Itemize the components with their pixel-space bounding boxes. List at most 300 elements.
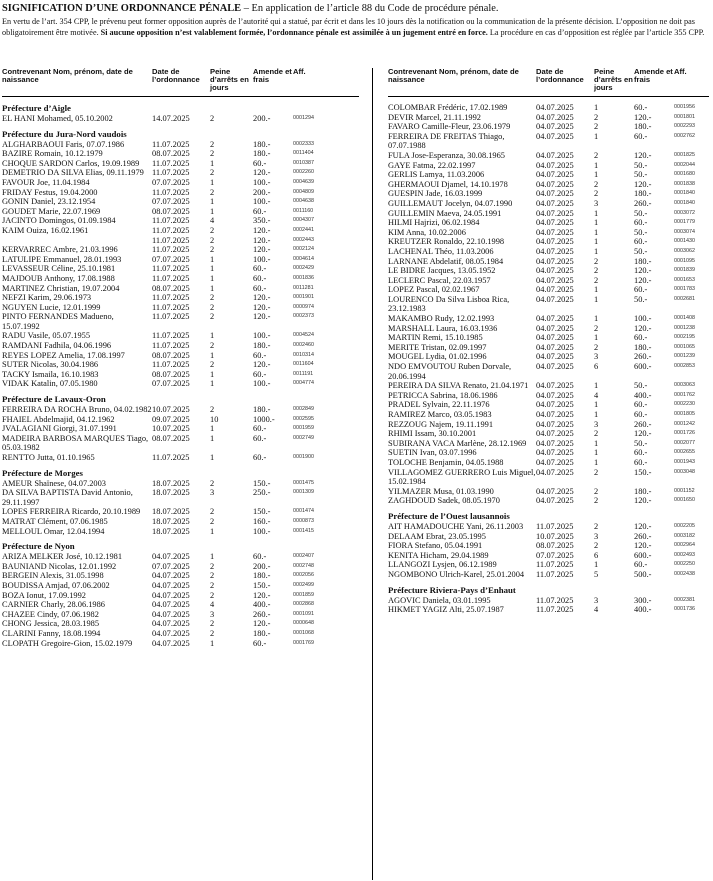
cell-amende: 260.- (634, 419, 652, 429)
table-row (2, 236, 359, 246)
cell-amende: 180.- (253, 628, 271, 638)
cell-amende: 60.- (253, 273, 267, 283)
cell-amende: 400.- (253, 600, 271, 610)
cell-amende: 180.- (634, 256, 652, 266)
cell-amende: 180.- (634, 486, 652, 496)
cell-aff: 0002333 (293, 140, 314, 147)
cell-peine: 2 (594, 150, 599, 160)
cell-date: 07.07.2025 (536, 550, 574, 560)
table-row (388, 209, 709, 219)
cell-aff: 0001680 (674, 171, 695, 178)
cell-amende: 60.- (634, 333, 648, 343)
cell-date: 04.07.2025 (536, 390, 574, 400)
cell-name: FIORA Stefano, 05.04.1991 (388, 541, 483, 551)
table-row (2, 379, 359, 389)
cell-name: BAZIRE Romain, 10.12.1979 (2, 149, 103, 159)
cell-aff: 0002853 (674, 363, 695, 370)
header-name: Contrevenant Nom, prénom, date de naissance (2, 67, 133, 85)
cell-aff: 0001840 (674, 199, 695, 206)
table-row (2, 629, 359, 639)
right-column (388, 68, 709, 615)
table-row (388, 551, 709, 561)
cell-amende: 60.- (634, 560, 648, 570)
cell-name: MARSHALL Laura, 16.03.1936 (388, 323, 498, 333)
cell-peine: 1 (210, 177, 215, 187)
cell-date: 04.07.2025 (536, 467, 574, 477)
cell-date: 04.07.2025 (536, 419, 574, 429)
cell-name: PEREIRA DA SILVA Renato, 21.04.1971 (388, 381, 529, 391)
table-row (2, 274, 359, 284)
table-row (2, 424, 359, 434)
cell-peine: 1 (210, 264, 215, 274)
table-row (388, 458, 709, 468)
cell-aff: 0002250 (674, 561, 695, 568)
cell-peine: 2 (594, 179, 599, 189)
cell-peine: 2 (210, 590, 215, 600)
cell-peine: 1 (594, 400, 599, 410)
intro-end: La procédure en cas d’opposition est réglée par l’article 355 CPP. (487, 27, 705, 37)
cell-aff: 0002438 (674, 570, 695, 577)
cell-name: REZZOUG Najem, 19.11.1991 (388, 419, 494, 429)
cell-name: RHIMI Issam, 30.10.2001 (388, 429, 477, 439)
cell-date: 04.07.2025 (536, 448, 574, 458)
cell-date: 04.07.2025 (536, 237, 574, 247)
cell-aff: 0010387 (293, 159, 314, 166)
cell-name: FRIDAY Festus, 19.04.2000 (2, 187, 98, 197)
cell-aff: 0001474 (293, 508, 314, 515)
cell-amende: 150.- (253, 507, 271, 517)
cell-amende: 120.- (634, 496, 652, 506)
table-row (388, 468, 709, 487)
notice-title: SIGNIFICATION D’UNE ORDONNANCE PÉNALE (2, 3, 242, 14)
table-row (2, 255, 359, 265)
cell-name: KAIM Ouiza, 16.02.1961 (2, 225, 89, 235)
cell-amende: 60.- (253, 552, 267, 562)
cell-aff: 0001294 (293, 115, 314, 121)
cell-aff: 0002655 (674, 449, 695, 456)
cell-amende: 60.- (634, 448, 648, 458)
cell-aff: 0010314 (293, 351, 314, 358)
table-row (2, 619, 359, 629)
cell-peine: 2 (594, 486, 599, 496)
cell-amende: 100.- (634, 314, 652, 324)
cell-aff: 0011404 (293, 150, 314, 157)
cell-date: 04.07.2025 (536, 457, 574, 467)
table-row (2, 453, 359, 463)
cell-date: 11.07.2025 (152, 158, 190, 168)
cell-date: 04.07.2025 (152, 619, 190, 629)
column-divider (372, 68, 373, 880)
cell-amende: 400.- (634, 390, 652, 400)
cell-name: SUBIRANA VACA Marlène, 28.12.1969 (388, 438, 527, 448)
cell-aff: 0003063 (674, 382, 695, 389)
table-row (388, 420, 709, 430)
cell-aff: 0001839 (674, 267, 695, 274)
cell-aff: 0002230 (674, 401, 695, 408)
table-row (388, 324, 709, 334)
cell-date: 07.07.2025 (152, 379, 190, 389)
table-row (388, 257, 709, 267)
cell-aff: 0001309 (293, 489, 314, 496)
cell-name: CHONG Jessica, 28.03.1985 (2, 619, 100, 629)
cell-peine: 1 (594, 560, 599, 570)
cell-amende: 50.- (634, 294, 648, 304)
cell-aff: 0001415 (293, 527, 314, 534)
table-row (388, 276, 709, 286)
table-row (2, 351, 359, 361)
cell-date: 04.07.2025 (152, 552, 190, 562)
cell-peine: 2 (210, 580, 215, 590)
cell-date: 11.07.2025 (152, 273, 190, 283)
cell-aff: 0002443 (293, 236, 314, 243)
cell-peine: 3 (594, 595, 599, 605)
table-row (2, 571, 359, 581)
cell-peine: 3 (594, 531, 599, 541)
cell-name: CHOQUE SARDON Carlos, 19.09.1989 (2, 158, 140, 168)
cell-amende: 50.- (634, 227, 648, 237)
table-row (388, 487, 709, 497)
cell-date: 04.07.2025 (536, 112, 574, 122)
cell-peine: 1 (210, 331, 215, 341)
cell-peine: 2 (210, 341, 215, 351)
cell-amende: 60.- (634, 410, 648, 419)
cell-amende: 120.- (253, 245, 271, 255)
cell-amende: 150.- (253, 478, 271, 488)
cell-name: GAYE Fatma, 22.02.1997 (388, 160, 476, 170)
cell-amende: 60.- (634, 400, 648, 410)
cell-date: 07.07.2025 (152, 197, 190, 207)
cell-date: 08.07.2025 (152, 149, 190, 159)
cell-aff: 0000648 (293, 620, 314, 627)
header-date: Date de l’ordonnance (152, 67, 200, 85)
cell-date: 11.07.2025 (152, 245, 190, 255)
cell-date: 08.07.2025 (536, 541, 574, 551)
table-row (388, 180, 709, 190)
cell-peine: 1 (210, 552, 215, 562)
cell-peine: 1 (594, 333, 599, 343)
header-peine: Peine d’arrêts en jours (210, 67, 249, 93)
cell-date: 04.07.2025 (536, 323, 574, 333)
table-row (388, 532, 709, 542)
cell-amende: 150.- (634, 467, 652, 477)
cell-aff: 0004307 (293, 217, 314, 224)
table-row (2, 303, 359, 313)
cell-date: 11.07.2025 (536, 560, 574, 570)
cell-name: BAUNIAND Nicolas, 12.01.1992 (2, 561, 117, 571)
cell-name: MERITE Tristan, 02.09.1997 (388, 342, 487, 352)
table-row (2, 552, 359, 562)
cell-amende: 120.- (634, 150, 652, 160)
cell-name: PINTO FERNANDES Madueno, 15.07.1992 (2, 312, 114, 331)
cell-amende: 120.- (634, 323, 652, 333)
cell-peine: 4 (594, 605, 599, 615)
cell-peine: 1 (594, 218, 599, 228)
cell-aff: 0002124 (293, 246, 314, 253)
cell-amende: 180.- (253, 405, 271, 415)
cell-date: 04.07.2025 (152, 600, 190, 610)
cell-name: LE BIDRE Jacques, 13.05.1952 (388, 266, 496, 276)
table-row (388, 381, 709, 391)
cell-amende: 200.- (253, 187, 271, 197)
cell-name: EL HANI Mohamed, 05.10.2002 (2, 114, 113, 123)
cell-date: 04.07.2025 (536, 122, 574, 132)
cell-date: 04.07.2025 (536, 400, 574, 410)
cell-peine: 4 (210, 600, 215, 610)
table-row (388, 103, 709, 113)
cell-peine: 2 (210, 478, 215, 488)
cell-name: CLARINI Fanny, 18.08.1994 (2, 628, 101, 638)
cell-aff: 0002762 (674, 132, 695, 139)
table-row (2, 226, 359, 236)
table-row (2, 168, 359, 178)
left-body (2, 103, 359, 648)
cell-amende: 180.- (634, 342, 652, 352)
cell-peine: 1 (594, 448, 599, 458)
cell-name: AMEUR Shaïnese, 04.07.2003 (2, 478, 106, 488)
cell-date: 04.07.2025 (536, 410, 574, 419)
table-row (388, 228, 709, 238)
cell-amende: 120.- (253, 360, 271, 370)
cell-name: KREUTZER Ronaldo, 22.10.1998 (388, 237, 505, 247)
table-row (388, 448, 709, 458)
cell-peine: 1 (594, 208, 599, 218)
table-header-right (388, 68, 709, 97)
cell-date: 11.07.2025 (152, 139, 190, 149)
cell-name: MATRAT Clément, 07.06.1985 (2, 516, 108, 526)
cell-aff: 0001825 (674, 151, 695, 158)
cell-date: 08.07.2025 (152, 369, 190, 379)
table-row (2, 591, 359, 601)
cell-amende: 120.- (253, 293, 271, 303)
cell-date: 04.07.2025 (536, 170, 574, 180)
cell-aff: 0001430 (674, 238, 695, 245)
cell-aff: 0001801 (674, 113, 695, 120)
cell-aff: 0002293 (674, 123, 695, 130)
cell-amende: 400.- (634, 605, 652, 615)
table-row (388, 295, 709, 314)
cell-date: 08.07.2025 (152, 433, 190, 443)
cell-date: 10.07.2025 (152, 405, 190, 415)
cell-amende: 260.- (634, 352, 652, 362)
cell-name: NDO EMVOUTOU Ruben Dorvale, 20.06.1994 (388, 362, 512, 381)
cell-peine: 1 (594, 410, 599, 419)
cell-date: 08.07.2025 (152, 350, 190, 360)
cell-name: VILLAGOMEZ GUERRERO Luis Miguel, 15.02.1984 (388, 467, 536, 487)
cell-amende: 60.- (634, 237, 648, 247)
cell-aff: 0002595 (293, 415, 314, 422)
table-row (388, 237, 709, 247)
cell-date: 11.07.2025 (152, 235, 190, 245)
cell-aff: 0001068 (293, 629, 314, 636)
cell-aff: 0002429 (293, 265, 314, 272)
cell-peine: 3 (210, 488, 215, 498)
table-row (2, 197, 359, 207)
table-row (2, 284, 359, 294)
cell-amende: 300.- (634, 595, 652, 605)
cell-peine: 2 (210, 235, 215, 245)
cell-aff: 0003182 (674, 532, 695, 539)
cell-name: GUILLEMAUT Jocelyn, 04.07.1990 (388, 198, 513, 208)
cell-peine: 5 (594, 569, 599, 579)
cell-amende: 120.- (253, 235, 271, 245)
cell-peine: 1 (210, 254, 215, 264)
cell-amende: 60.- (253, 638, 267, 648)
cell-amende: 60.- (253, 264, 267, 274)
cell-name: LACHENAL Théo, 11.03.2006 (388, 246, 494, 256)
cell-date: 04.07.2025 (536, 285, 574, 295)
cell-date: 04.07.2025 (152, 638, 190, 648)
cell-peine: 1 (210, 379, 215, 389)
cell-peine: 2 (210, 168, 215, 178)
table-row (2, 264, 359, 274)
table-row (388, 429, 709, 439)
header-date: Date de l’ordonnance (536, 67, 584, 85)
cell-date: 11.07.2025 (152, 187, 190, 197)
section-title: Préfecture d’Aigle (2, 103, 71, 113)
cell-date: 04.07.2025 (536, 131, 574, 141)
cell-date: 04.07.2025 (536, 362, 574, 372)
table-row (2, 527, 359, 537)
cell-amende: 120.- (634, 179, 652, 189)
cell-aff: 0004614 (293, 255, 314, 262)
cell-amende: 120.- (634, 275, 652, 285)
cell-peine: 2 (210, 628, 215, 638)
cell-amende: 60.- (253, 433, 267, 443)
table-row (388, 410, 709, 420)
cell-name: NGOMBONO Ulrich-Karel, 25.01.2004 (388, 569, 525, 579)
cell-date: 11.07.2025 (152, 302, 190, 312)
cell-date: 08.07.2025 (152, 283, 190, 293)
cell-peine: 3 (210, 609, 215, 619)
cell-peine: 2 (594, 342, 599, 352)
section-title: Préfecture de Morges (2, 467, 83, 478)
cell-name: FHAIEL Abdelmajid, 04.12.1962 (2, 414, 115, 424)
cell-aff: 0001783 (674, 286, 695, 293)
cell-date: 04.07.2025 (536, 179, 574, 189)
cell-aff: 0001091 (293, 610, 314, 617)
cell-aff: 0000873 (293, 517, 314, 524)
cell-peine: 2 (594, 429, 599, 439)
cell-peine: 1 (210, 206, 215, 216)
table-row (388, 333, 709, 343)
cell-aff: 0000974 (293, 303, 314, 310)
cell-date: 04.07.2025 (536, 189, 574, 199)
cell-name: LECLERC Pascal, 22.03.1957 (388, 275, 491, 285)
cell-peine: 1 (210, 433, 215, 443)
cell-amende: 100.- (253, 331, 271, 341)
cell-amende: 100.- (253, 379, 271, 389)
cell-name: FERREIRA DE FREITAS Thiago, 07.07.1988 (388, 131, 505, 151)
cell-aff: 0001943 (674, 458, 695, 465)
cell-amende: 60.- (634, 457, 648, 467)
cell-peine: 1 (210, 283, 215, 293)
table-row (2, 293, 359, 303)
cell-date: 04.07.2025 (536, 246, 574, 256)
header-amende: Amende et frais (253, 67, 292, 85)
table-row (388, 596, 709, 606)
cell-peine: 1 (210, 273, 215, 283)
cell-peine: 10 (210, 414, 219, 424)
cell-date: 04.07.2025 (536, 160, 574, 170)
notice-subtitle: – En application de l’article 88 du Code de procédure pénale. (241, 3, 499, 14)
cell-name: GONIN Daniel, 23.12.1954 (2, 197, 96, 207)
cell-aff: 0011191 (293, 370, 314, 377)
cell-name: PETRICCA Sabrina, 18.06.1986 (388, 390, 498, 400)
cell-name: NGUYEN Lucie, 12.01.1999 (2, 302, 101, 312)
cell-amende: 180.- (253, 571, 271, 581)
cell-name: JVALAGIANI Giorgi, 31.07.1991 (2, 424, 117, 434)
cell-date: 11.07.2025 (152, 360, 190, 370)
table-row (2, 159, 359, 169)
table-row (388, 439, 709, 449)
cell-name: GOUDET Marie, 22.07.1969 (2, 206, 101, 216)
cell-peine: 2 (210, 302, 215, 312)
cell-peine: 2 (594, 112, 599, 122)
table-row (2, 517, 359, 527)
intro-text: En vertu de l’art. 354 CPP, le prévenu peut former opposition auprès de l’autorité qui a statué, par écrit et dans les 10 jours dès la notification ou la communication de la présente décision. L’opposition ne doit pas obligatoirement être motivée. (2, 17, 695, 37)
cell-amende: 180.- (253, 341, 271, 351)
section-title: Préfecture de Nyon (2, 541, 75, 552)
cell-amende: 120.- (634, 429, 652, 439)
cell-aff: 0001769 (293, 639, 314, 646)
cell-amende: 180.- (253, 149, 271, 159)
cell-peine: 4 (210, 216, 215, 226)
cell-date: 07.07.2025 (152, 254, 190, 264)
cell-aff: 0001736 (674, 606, 695, 613)
table-row (2, 360, 359, 370)
cell-aff: 0002056 (293, 572, 314, 579)
cell-name: FERREIRA DA ROCHA Bruno, 04.02.1982 (2, 405, 152, 415)
cell-date: 04.07.2025 (536, 314, 574, 324)
cell-name: ARIZA MELKER José, 10.12.1981 (2, 552, 123, 562)
table-row (2, 405, 359, 415)
cell-name: DELAAM Ebrat, 23.05.1995 (388, 531, 486, 541)
table-row (2, 312, 359, 331)
cell-peine: 1 (594, 285, 599, 295)
cell-name: MARTINEZ Christian, 19.07.2004 (2, 283, 120, 293)
cell-peine: 1 (594, 170, 599, 180)
cell-peine: 1 (210, 526, 215, 536)
cell-peine: 2 (594, 496, 599, 506)
table-row (2, 434, 359, 453)
cell-amende: 260.- (634, 198, 652, 208)
cell-name: HIKMET YAGIZ Alti, 25.07.1987 (388, 605, 504, 615)
cell-name: RAMDANI Fadhila, 04.06.1996 (2, 341, 112, 351)
cell-amende: 60.- (634, 131, 648, 141)
cell-aff: 0002407 (293, 553, 314, 560)
cell-name: MARTIN Remi, 15.10.1985 (388, 333, 483, 343)
cell-date: 11.07.2025 (152, 225, 190, 235)
table-row (388, 132, 709, 151)
cell-aff: 0003048 (674, 468, 695, 475)
cell-aff: 0001836 (293, 274, 314, 281)
cell-aff: 0001900 (293, 454, 314, 460)
cell-date: 18.07.2025 (152, 478, 190, 488)
cell-date: 04.07.2025 (152, 571, 190, 581)
table-row (388, 400, 709, 410)
cell-aff: 0003072 (674, 209, 695, 216)
table-row (2, 341, 359, 351)
cell-amende: 60.- (253, 206, 267, 216)
cell-amende: 120.- (253, 312, 271, 322)
table-row (388, 343, 709, 353)
cell-peine: 1 (594, 438, 599, 448)
cell-peine: 3 (594, 419, 599, 429)
cell-amende: 120.- (253, 590, 271, 600)
table-row (2, 581, 359, 591)
cell-amende: 50.- (634, 160, 648, 170)
cell-date: 04.07.2025 (152, 628, 190, 638)
